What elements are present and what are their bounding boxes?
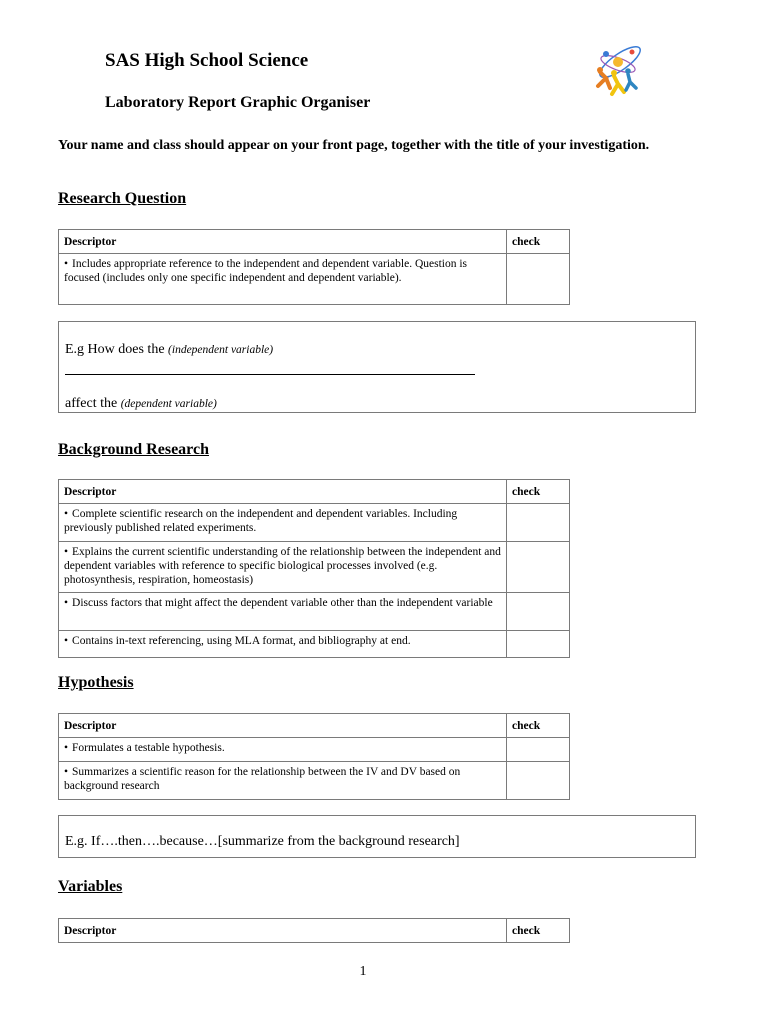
research-question-table (58, 229, 570, 305)
descriptor-header: Descriptor (59, 480, 507, 504)
hypothesis-example-box (58, 815, 696, 858)
check-cell[interactable] (507, 738, 570, 762)
check-header: check (507, 480, 570, 504)
descriptor-header: Descriptor (59, 230, 507, 254)
school-logo-icon (590, 40, 646, 110)
research-question-heading: Research Question (58, 190, 187, 207)
descriptor-header: Descriptor (59, 919, 507, 943)
variables-heading: Variables (58, 878, 123, 895)
table-row: • Discuss factors that might affect the dependent variable other than the independent variable (59, 593, 570, 631)
example-dv: (dependent variable) (120, 398, 217, 410)
research-question-example-box (58, 321, 696, 413)
example-prefix: E.g How does the (65, 342, 169, 357)
check-cell[interactable] (507, 593, 570, 631)
background-research-heading: Background Research (58, 441, 209, 458)
variables-table (58, 918, 570, 943)
table-row: • Explains the current scientific understanding of the relationship between the independent and dependent variables with reference to specific biological processes involved (e.g. photosynthesis, respiration, homeostasis) (59, 542, 570, 593)
descriptor-text: Summarizes a scientific reason for the relationship between the IV and DV based on background research (64, 766, 461, 792)
hypothesis-table (58, 713, 570, 800)
check-header: check (507, 714, 570, 738)
blank-line (65, 374, 475, 375)
hypothesis-example: E.g. If….then….because…[summarize from the background research] (65, 834, 460, 849)
table-row: • Includes appropriate reference to the independent and dependent variable. Question is focused (includes only one specific independent and dependent variable). (59, 254, 570, 305)
example-affect: affect the (65, 396, 121, 411)
descriptor-text: Includes appropriate reference to the independent and dependent variable. Question is focused (includes only one specific independent and dependent variable). (64, 258, 468, 284)
descriptor-text: Contains in-text referencing, using MLA format, and bibliography at end. (72, 635, 411, 647)
descriptor-text: Complete scientific research on the independent and dependent variables. Including previously published related experiments. (64, 508, 458, 534)
descriptor-text: Discuss factors that might affect the dependent variable other than the independent variable (72, 597, 493, 609)
page-title: SAS High School Science (105, 50, 309, 71)
intro-text: Your name and class should appear on your front page, together with the title of your investigation. (58, 138, 650, 153)
example-iv: (independent variable) (168, 344, 274, 356)
table-row: • Formulates a testable hypothesis. (59, 738, 570, 762)
table-row: • Complete scientific research on the independent and dependent variables. Including previously published related experiments. (59, 504, 570, 542)
check-cell[interactable] (507, 631, 570, 658)
page-number: 1 (359, 964, 367, 979)
descriptor-text: Explains the current scientific understanding of the relationship between the independent and dependent variables with reference to specific biological processes involved (e.g. photosynthesis, respiration, homeostasis) (64, 546, 501, 586)
table-row: • Summarizes a scientific reason for the relationship between the IV and DV based on background research (59, 762, 570, 800)
check-header: check (507, 919, 570, 943)
descriptor-header: Descriptor (59, 714, 507, 738)
table-row: • Contains in-text referencing, using MLA format, and bibliography at end. (59, 631, 570, 658)
background-research-table (58, 479, 570, 658)
check-cell[interactable] (507, 504, 570, 542)
hypothesis-heading: Hypothesis (58, 674, 134, 691)
check-cell[interactable] (507, 762, 570, 800)
check-cell[interactable] (507, 542, 570, 593)
page-subtitle: Laboratory Report Graphic Organiser (105, 94, 371, 111)
check-cell[interactable] (507, 254, 570, 305)
descriptor-text: Formulates a testable hypothesis. (72, 742, 225, 754)
check-header: check (507, 230, 570, 254)
